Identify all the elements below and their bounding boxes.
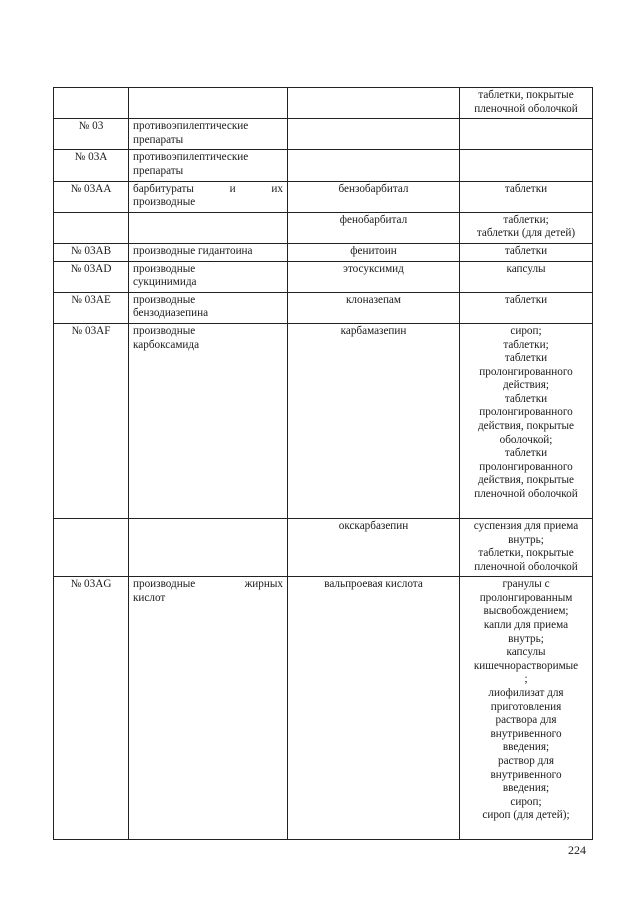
drug-name-cell (288, 212, 460, 243)
table-row (54, 243, 593, 261)
dosage-form-line: пленочной оболочкой (474, 488, 578, 501)
drug-name-cell (288, 243, 460, 261)
group-name-cell (129, 261, 288, 292)
atc-code-cell (54, 243, 129, 261)
atc-code-line: № 03A (74, 151, 108, 164)
dosage-form-line: сироп (для детей); (482, 809, 570, 822)
group-name-line: кислот (133, 591, 166, 604)
dosage-form-cell (460, 212, 593, 243)
table-row (54, 181, 593, 212)
group-name-cell (129, 323, 288, 518)
drug-name-line: бензобарбитал (338, 182, 409, 195)
group-name-cell (129, 88, 288, 119)
drug-name-cell (288, 323, 460, 518)
dosage-form-cell (460, 181, 593, 212)
dosage-form-cell (460, 292, 593, 323)
dosage-form-cell (460, 323, 593, 518)
group-name-line: барбитураты и их (133, 182, 283, 195)
group-name-line: производные (133, 324, 196, 337)
dosage-form-cell (460, 243, 593, 261)
drug-table (53, 87, 593, 840)
drug-name-line: этосуксимид (343, 262, 404, 275)
dosage-form-line: пролонгированного (479, 365, 573, 378)
dosage-form-line: таблетки (504, 392, 548, 405)
group-name-cell (129, 181, 288, 212)
dosage-form-cell (460, 119, 593, 150)
atc-code-cell (54, 261, 129, 292)
dosage-form-cell (460, 88, 593, 119)
atc-code-line: № 03AG (70, 578, 112, 591)
dosage-form-line: действия, покрытые (477, 474, 574, 487)
group-name-line: производные жирных (133, 578, 283, 591)
drug-name-cell (288, 119, 460, 150)
dosage-form-line: ; (524, 673, 528, 686)
dosage-form-line: капсулы (506, 646, 546, 659)
dosage-form-line: таблетки (504, 352, 548, 365)
group-name-line: производные (133, 196, 196, 209)
dosage-form-line: пролонгированного (479, 460, 573, 473)
dosage-form-line: внутрь; (508, 632, 544, 645)
dosage-form-line: таблетки (504, 293, 548, 306)
table-row (54, 150, 593, 181)
dosage-form-line: пролонгированным (479, 591, 573, 604)
group-name-cell (129, 150, 288, 181)
table-row (54, 292, 593, 323)
atc-code-cell (54, 292, 129, 323)
drug-name-cell (288, 292, 460, 323)
dosage-form-cell (460, 261, 593, 292)
atc-code-cell (54, 518, 129, 576)
dosage-form-line: таблетки (504, 244, 548, 257)
group-name-cell (129, 292, 288, 323)
dosage-form-line: таблетки (504, 182, 548, 195)
group-name-cell (129, 577, 288, 840)
dosage-form-line: таблетки, покрытые (478, 547, 574, 560)
table-row (54, 212, 593, 243)
drug-name-line: карбамазепин (340, 324, 407, 337)
dosage-form-line: внутривенного (490, 768, 562, 781)
dosage-form-line: внутрь; (508, 533, 544, 546)
atc-code-line: № 03AF (71, 324, 111, 337)
atc-code-line: № 03 (78, 120, 104, 133)
dosage-form-cell (460, 150, 593, 181)
table-row (54, 261, 593, 292)
group-name-cell (129, 518, 288, 576)
group-name-line: производные (133, 262, 196, 275)
dosage-form-line: внутривенного (490, 727, 562, 740)
atc-code-line: № 03AE (71, 293, 111, 306)
dosage-form-line: оболочкой; (499, 433, 553, 446)
dosage-form-line: таблетки; (503, 213, 549, 226)
atc-code-cell (54, 577, 129, 840)
drug-name-cell (288, 181, 460, 212)
drug-name-cell (288, 150, 460, 181)
group-name-cell (129, 119, 288, 150)
atc-code-line: № 03AB (70, 244, 112, 257)
group-name-line: производные (133, 293, 196, 306)
dosage-form-line: сироп; (510, 324, 542, 337)
atc-code-cell (54, 181, 129, 212)
dosage-form-line: таблетки (504, 447, 548, 460)
drug-name-cell (288, 261, 460, 292)
dosage-form-line: капли для приема (483, 619, 569, 632)
atc-code-cell (54, 88, 129, 119)
dosage-form-line: пленочной оболочкой (474, 560, 578, 573)
drug-name-cell (288, 518, 460, 576)
dosage-form-line: капсулы (506, 262, 546, 275)
dosage-form-cell (460, 577, 593, 840)
table-row (54, 88, 593, 119)
group-name-line: препараты (133, 133, 184, 146)
group-name-line: препараты (133, 164, 184, 177)
drug-name-line: окскарбазепин (338, 519, 409, 532)
atc-code-cell (54, 323, 129, 518)
dosage-form-cell (460, 518, 593, 576)
dosage-form-line: сироп; (510, 795, 542, 808)
group-name-line: сукцинимида (133, 276, 197, 289)
group-name-line: бензодиазепина (133, 307, 209, 320)
dosage-form-line: действия, покрытые (477, 420, 574, 433)
table-row (54, 518, 593, 576)
group-name-cell (129, 243, 288, 261)
atc-code-cell (54, 212, 129, 243)
dosage-form-line: пролонгированного (479, 406, 573, 419)
dosage-form-line: гранулы с (502, 578, 550, 591)
dosage-form-line: действия; (502, 379, 550, 392)
group-name-line: производные гидантоина (133, 244, 253, 257)
table-row (54, 577, 593, 840)
drug-name-line: вальпроевая кислота (324, 578, 423, 591)
dosage-form-line: лиофилизат для (488, 687, 564, 700)
group-name-line: карбоксамида (133, 338, 200, 351)
drug-name-line: фенобарбитал (339, 213, 408, 226)
group-name-line: противоэпилептические (133, 151, 249, 164)
group-name-cell (129, 212, 288, 243)
atc-code-cell (54, 150, 129, 181)
dosage-form-line: пленочной оболочкой (474, 102, 578, 115)
drug-name-cell (288, 88, 460, 119)
table-body (54, 88, 593, 840)
drug-name-line: клоназепам (346, 293, 401, 306)
dosage-form-line: раствор для (497, 755, 555, 767)
group-name-line: противоэпилептические (133, 120, 249, 133)
atc-code-line: № 03AA (70, 182, 112, 195)
drug-name-cell (288, 577, 460, 840)
page-number: 224 (568, 843, 586, 857)
dosage-form-line: суспензия для приема (473, 519, 579, 532)
dosage-form-line: раствора для (495, 714, 557, 727)
dosage-form-line: введения; (502, 782, 550, 795)
drug-name-line: фенитоин (350, 244, 397, 257)
dosage-form-line: таблетки (для детей) (476, 227, 576, 240)
atc-code-cell (54, 119, 129, 150)
table-row (54, 323, 593, 518)
dosage-form-line: таблетки, покрытые (478, 89, 574, 101)
dosage-form-line: высвобождением; (483, 605, 569, 618)
dosage-form-line: введения; (502, 741, 550, 754)
dosage-form-line: кишечнорастворимые (473, 659, 579, 672)
dosage-form-line: таблетки; (503, 338, 549, 351)
table-row (54, 119, 593, 150)
dosage-form-line: приготовления (490, 700, 562, 713)
atc-code-line: № 03AD (70, 262, 112, 275)
